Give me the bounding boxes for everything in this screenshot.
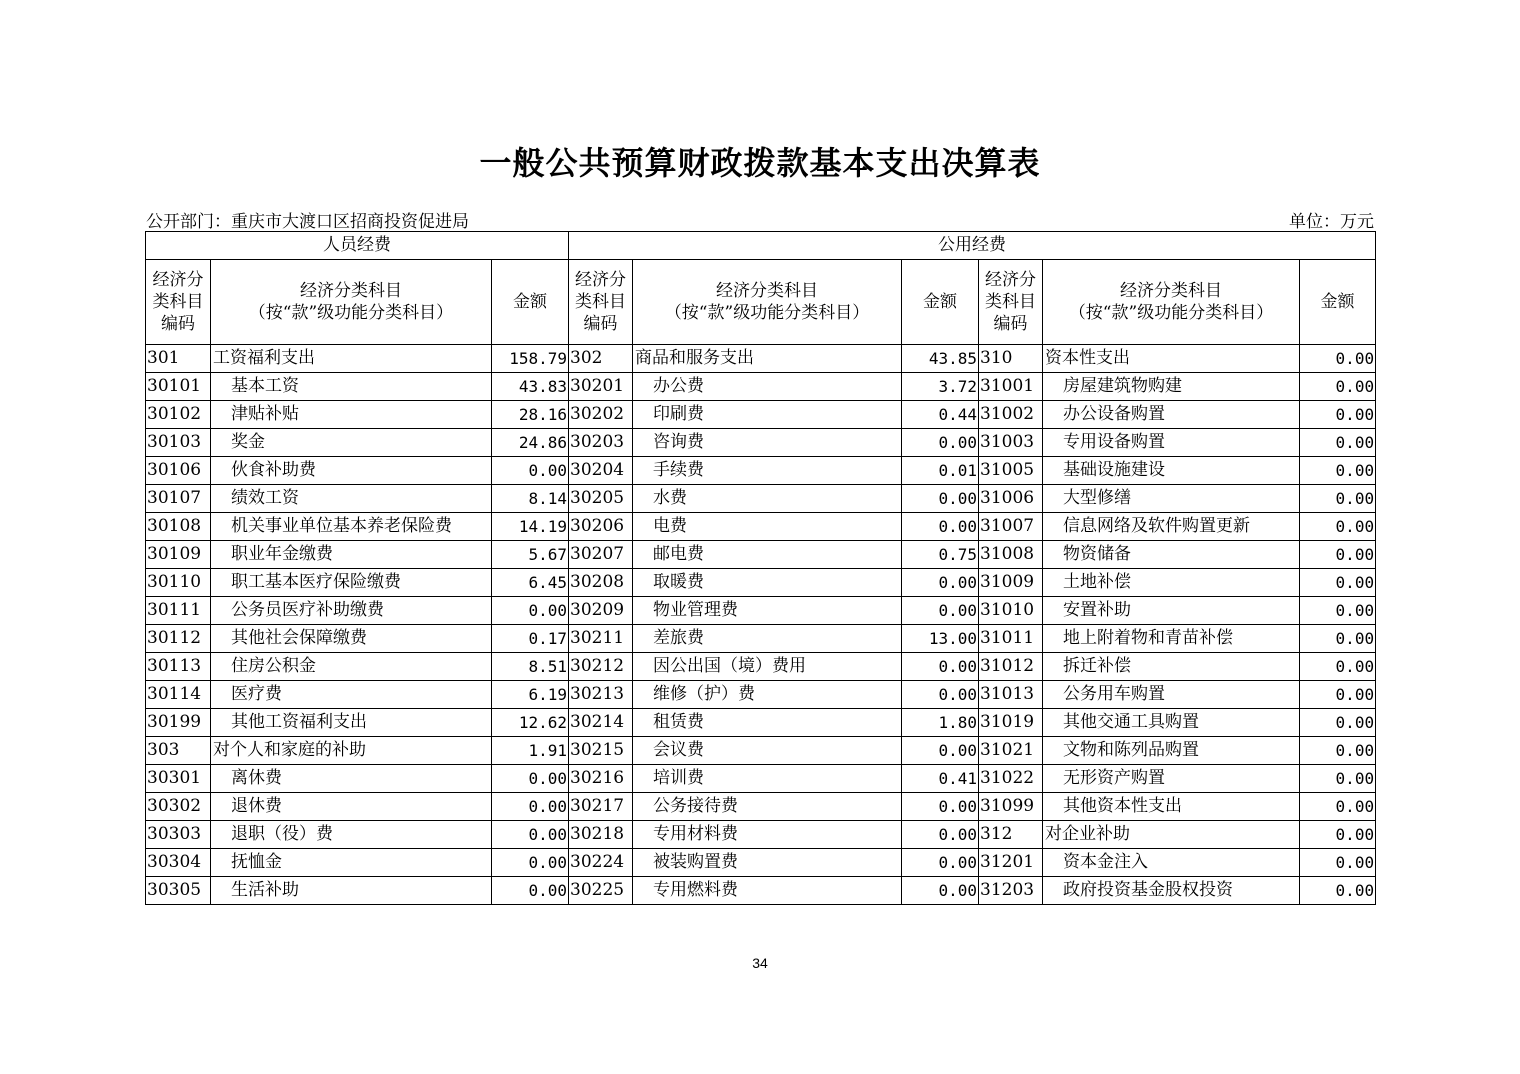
name-cell: 其他资本性支出 [1043, 793, 1300, 821]
name-cell: 因公出国（境）费用 [633, 653, 902, 681]
code-cell: 30202 [569, 401, 633, 429]
name-cell: 专用材料费 [633, 821, 902, 849]
name-cell: 津贴补贴 [211, 401, 492, 429]
code-cell: 30301 [146, 765, 211, 793]
name-cell: 文物和陈列品购置 [1043, 737, 1300, 765]
name-cell: 房屋建筑物购建 [1043, 373, 1300, 401]
name-cell: 其他社会保障缴费 [211, 625, 492, 653]
name-cell: 大型修缮 [1043, 485, 1300, 513]
code-cell: 31203 [979, 877, 1043, 905]
table-row [146, 457, 1376, 485]
name-cell: 土地补偿 [1043, 569, 1300, 597]
code-cell: 30302 [146, 793, 211, 821]
amount-cell: 0.00 [1300, 765, 1376, 793]
name-cell: 公务员医疗补助缴费 [211, 597, 492, 625]
code-cell: 31010 [979, 597, 1043, 625]
code-cell: 31006 [979, 485, 1043, 513]
amount-cell: 0.00 [1300, 485, 1376, 513]
header-name: 经济分类科目 （按“款”级功能分类科目） [211, 260, 492, 345]
name-cell: 对企业补助 [1043, 821, 1300, 849]
table-row [146, 597, 1376, 625]
amount-cell: 0.00 [1300, 373, 1376, 401]
amount-cell: 0.00 [1300, 877, 1376, 905]
name-cell: 水费 [633, 485, 902, 513]
table-row [146, 793, 1376, 821]
name-cell: 拆迁补偿 [1043, 653, 1300, 681]
name-cell: 退休费 [211, 793, 492, 821]
name-cell: 职工基本医疗保险缴费 [211, 569, 492, 597]
name-cell: 办公费 [633, 373, 902, 401]
table-row [146, 485, 1376, 513]
expenditure-table [145, 231, 1376, 905]
name-cell: 住房公积金 [211, 653, 492, 681]
table-row [146, 373, 1376, 401]
amount-cell: 0.00 [1300, 541, 1376, 569]
code-cell: 30304 [146, 849, 211, 877]
amount-cell: 6.45 [492, 569, 569, 597]
header-code: 经济分类科目编码 [146, 260, 211, 345]
unit-label: 单位：万元 [1289, 212, 1374, 232]
table-row [146, 653, 1376, 681]
name-cell: 抚恤金 [211, 849, 492, 877]
name-cell: 电费 [633, 513, 902, 541]
code-cell: 31019 [979, 709, 1043, 737]
amount-cell: 0.00 [1300, 821, 1376, 849]
amount-cell: 158.79 [492, 345, 569, 373]
code-cell: 30218 [569, 821, 633, 849]
code-cell: 30108 [146, 513, 211, 541]
amount-cell: 0.00 [902, 597, 979, 625]
name-cell: 专用设备购置 [1043, 429, 1300, 457]
name-cell: 租赁费 [633, 709, 902, 737]
amount-cell: 0.00 [1300, 793, 1376, 821]
code-cell: 30214 [569, 709, 633, 737]
amount-cell: 5.67 [492, 541, 569, 569]
amount-cell: 28.16 [492, 401, 569, 429]
code-cell: 310 [979, 345, 1043, 373]
name-cell: 退职（役）费 [211, 821, 492, 849]
header-amount: 金额 [902, 260, 979, 345]
amount-cell: 14.19 [492, 513, 569, 541]
amount-cell: 0.00 [492, 457, 569, 485]
amount-cell: 0.00 [902, 513, 979, 541]
group-header-row [146, 232, 1376, 260]
amount-cell: 0.00 [1300, 597, 1376, 625]
amount-cell: 8.51 [492, 653, 569, 681]
code-cell: 30113 [146, 653, 211, 681]
amount-cell: 0.00 [492, 597, 569, 625]
amount-cell: 6.19 [492, 681, 569, 709]
code-cell: 30211 [569, 625, 633, 653]
name-cell: 手续费 [633, 457, 902, 485]
amount-cell: 0.41 [902, 765, 979, 793]
table-row [146, 709, 1376, 737]
name-cell: 维修（护）费 [633, 681, 902, 709]
code-cell: 30225 [569, 877, 633, 905]
amount-cell: 0.00 [1300, 681, 1376, 709]
name-cell: 会议费 [633, 737, 902, 765]
code-cell: 30206 [569, 513, 633, 541]
header-code: 经济分类科目编码 [569, 260, 633, 345]
name-cell: 公务用车购置 [1043, 681, 1300, 709]
name-cell: 对个人和家庭的补助 [211, 737, 492, 765]
amount-cell: 12.62 [492, 709, 569, 737]
name-cell: 其他交通工具购置 [1043, 709, 1300, 737]
code-cell: 30204 [569, 457, 633, 485]
amount-cell: 8.14 [492, 485, 569, 513]
amount-cell: 1.91 [492, 737, 569, 765]
column-header-row [146, 260, 1376, 345]
name-cell: 基本工资 [211, 373, 492, 401]
header-code: 经济分类科目编码 [979, 260, 1043, 345]
amount-cell: 0.44 [902, 401, 979, 429]
name-cell: 咨询费 [633, 429, 902, 457]
amount-cell: 13.00 [902, 625, 979, 653]
amount-cell: 0.00 [902, 737, 979, 765]
code-cell: 30305 [146, 877, 211, 905]
page-number: 34 [752, 955, 768, 971]
code-cell: 31021 [979, 737, 1043, 765]
code-cell: 30111 [146, 597, 211, 625]
amount-cell: 0.00 [1300, 401, 1376, 429]
code-cell: 31007 [979, 513, 1043, 541]
amount-cell: 0.00 [1300, 625, 1376, 653]
code-cell: 30199 [146, 709, 211, 737]
amount-cell: 0.00 [492, 765, 569, 793]
code-cell: 30205 [569, 485, 633, 513]
name-cell: 资本金注入 [1043, 849, 1300, 877]
group-public: 公用经费 [569, 232, 1376, 260]
amount-cell: 0.00 [1300, 429, 1376, 457]
table-row [146, 345, 1376, 373]
name-cell: 生活补助 [211, 877, 492, 905]
code-cell: 31002 [979, 401, 1043, 429]
name-cell: 医疗费 [211, 681, 492, 709]
amount-cell: 1.80 [902, 709, 979, 737]
code-cell: 30303 [146, 821, 211, 849]
code-cell: 30207 [569, 541, 633, 569]
table-row [146, 877, 1376, 905]
table-row [146, 737, 1376, 765]
amount-cell: 0.00 [1300, 569, 1376, 597]
name-cell: 伙食补助费 [211, 457, 492, 485]
header-amount: 金额 [1300, 260, 1376, 345]
amount-cell: 0.00 [492, 793, 569, 821]
code-cell: 31022 [979, 765, 1043, 793]
amount-cell: 0.00 [902, 569, 979, 597]
department-label: 公开部门：重庆市大渡口区招商投资促进局 [146, 212, 469, 232]
amount-cell: 0.00 [492, 877, 569, 905]
name-cell: 工资福利支出 [211, 345, 492, 373]
name-cell: 印刷费 [633, 401, 902, 429]
code-cell: 30201 [569, 373, 633, 401]
code-cell: 30209 [569, 597, 633, 625]
name-cell: 培训费 [633, 765, 902, 793]
name-cell: 机关事业单位基本养老保险费 [211, 513, 492, 541]
amount-cell: 0.00 [1300, 709, 1376, 737]
name-cell: 信息网络及软件购置更新 [1043, 513, 1300, 541]
header-name: 经济分类科目 （按“款”级功能分类科目） [1043, 260, 1300, 345]
table-row [146, 625, 1376, 653]
amount-cell: 0.00 [902, 653, 979, 681]
amount-cell: 0.00 [492, 821, 569, 849]
code-cell: 30203 [569, 429, 633, 457]
amount-cell: 43.83 [492, 373, 569, 401]
name-cell: 办公设备购置 [1043, 401, 1300, 429]
code-cell: 31001 [979, 373, 1043, 401]
name-cell: 奖金 [211, 429, 492, 457]
name-cell: 物业管理费 [633, 597, 902, 625]
code-cell: 30112 [146, 625, 211, 653]
header-amount: 金额 [492, 260, 569, 345]
amount-cell: 0.00 [1300, 457, 1376, 485]
name-cell: 被装购置费 [633, 849, 902, 877]
code-cell: 30114 [146, 681, 211, 709]
code-cell: 30215 [569, 737, 633, 765]
amount-cell: 0.00 [492, 849, 569, 877]
name-cell: 商品和服务支出 [633, 345, 902, 373]
header-name: 经济分类科目 （按“款”级功能分类科目） [633, 260, 902, 345]
group-personnel: 人员经费 [146, 232, 569, 260]
code-cell: 30208 [569, 569, 633, 597]
code-cell: 30213 [569, 681, 633, 709]
table-row [146, 429, 1376, 457]
name-cell: 安置补助 [1043, 597, 1300, 625]
amount-cell: 0.00 [902, 429, 979, 457]
name-cell: 公务接待费 [633, 793, 902, 821]
name-cell: 地上附着物和青苗补偿 [1043, 625, 1300, 653]
code-cell: 31012 [979, 653, 1043, 681]
amount-cell: 3.72 [902, 373, 979, 401]
name-cell: 基础设施建设 [1043, 457, 1300, 485]
code-cell: 30110 [146, 569, 211, 597]
name-cell: 政府投资基金股权投资 [1043, 877, 1300, 905]
amount-cell: 0.00 [1300, 653, 1376, 681]
amount-cell: 0.75 [902, 541, 979, 569]
name-cell: 差旅费 [633, 625, 902, 653]
code-cell: 31005 [979, 457, 1043, 485]
amount-cell: 0.00 [902, 681, 979, 709]
name-cell: 离休费 [211, 765, 492, 793]
code-cell: 31201 [979, 849, 1043, 877]
name-cell: 职业年金缴费 [211, 541, 492, 569]
code-cell: 30102 [146, 401, 211, 429]
amount-cell: 0.00 [902, 849, 979, 877]
amount-cell: 0.00 [902, 793, 979, 821]
table-row [146, 569, 1376, 597]
table-row [146, 401, 1376, 429]
name-cell: 取暖费 [633, 569, 902, 597]
code-cell: 31011 [979, 625, 1043, 653]
code-cell: 31008 [979, 541, 1043, 569]
amount-cell: 0.01 [902, 457, 979, 485]
code-cell: 303 [146, 737, 211, 765]
code-cell: 30101 [146, 373, 211, 401]
code-cell: 312 [979, 821, 1043, 849]
code-cell: 31009 [979, 569, 1043, 597]
table-row [146, 513, 1376, 541]
code-cell: 30212 [569, 653, 633, 681]
table-row [146, 821, 1376, 849]
amount-cell: 0.00 [1300, 849, 1376, 877]
table-row [146, 541, 1376, 569]
name-cell: 邮电费 [633, 541, 902, 569]
code-cell: 30224 [569, 849, 633, 877]
name-cell: 物资储备 [1043, 541, 1300, 569]
table-row [146, 849, 1376, 877]
amount-cell: 43.85 [902, 345, 979, 373]
code-cell: 30216 [569, 765, 633, 793]
code-cell: 30106 [146, 457, 211, 485]
name-cell: 其他工资福利支出 [211, 709, 492, 737]
name-cell: 绩效工资 [211, 485, 492, 513]
code-cell: 302 [569, 345, 633, 373]
name-cell: 资本性支出 [1043, 345, 1300, 373]
code-cell: 31099 [979, 793, 1043, 821]
name-cell: 无形资产购置 [1043, 765, 1300, 793]
code-cell: 30217 [569, 793, 633, 821]
amount-cell: 0.00 [1300, 345, 1376, 373]
name-cell: 专用燃料费 [633, 877, 902, 905]
code-cell: 30103 [146, 429, 211, 457]
amount-cell: 24.86 [492, 429, 569, 457]
amount-cell: 0.00 [902, 877, 979, 905]
code-cell: 30107 [146, 485, 211, 513]
page-title: 一般公共预算财政拨款基本支出决算表 [479, 144, 1041, 182]
amount-cell: 0.00 [1300, 737, 1376, 765]
amount-cell: 0.17 [492, 625, 569, 653]
code-cell: 31003 [979, 429, 1043, 457]
table-row [146, 681, 1376, 709]
amount-cell: 0.00 [902, 821, 979, 849]
code-cell: 301 [146, 345, 211, 373]
amount-cell: 0.00 [1300, 513, 1376, 541]
code-cell: 30109 [146, 541, 211, 569]
amount-cell: 0.00 [902, 485, 979, 513]
table-row [146, 765, 1376, 793]
code-cell: 31013 [979, 681, 1043, 709]
